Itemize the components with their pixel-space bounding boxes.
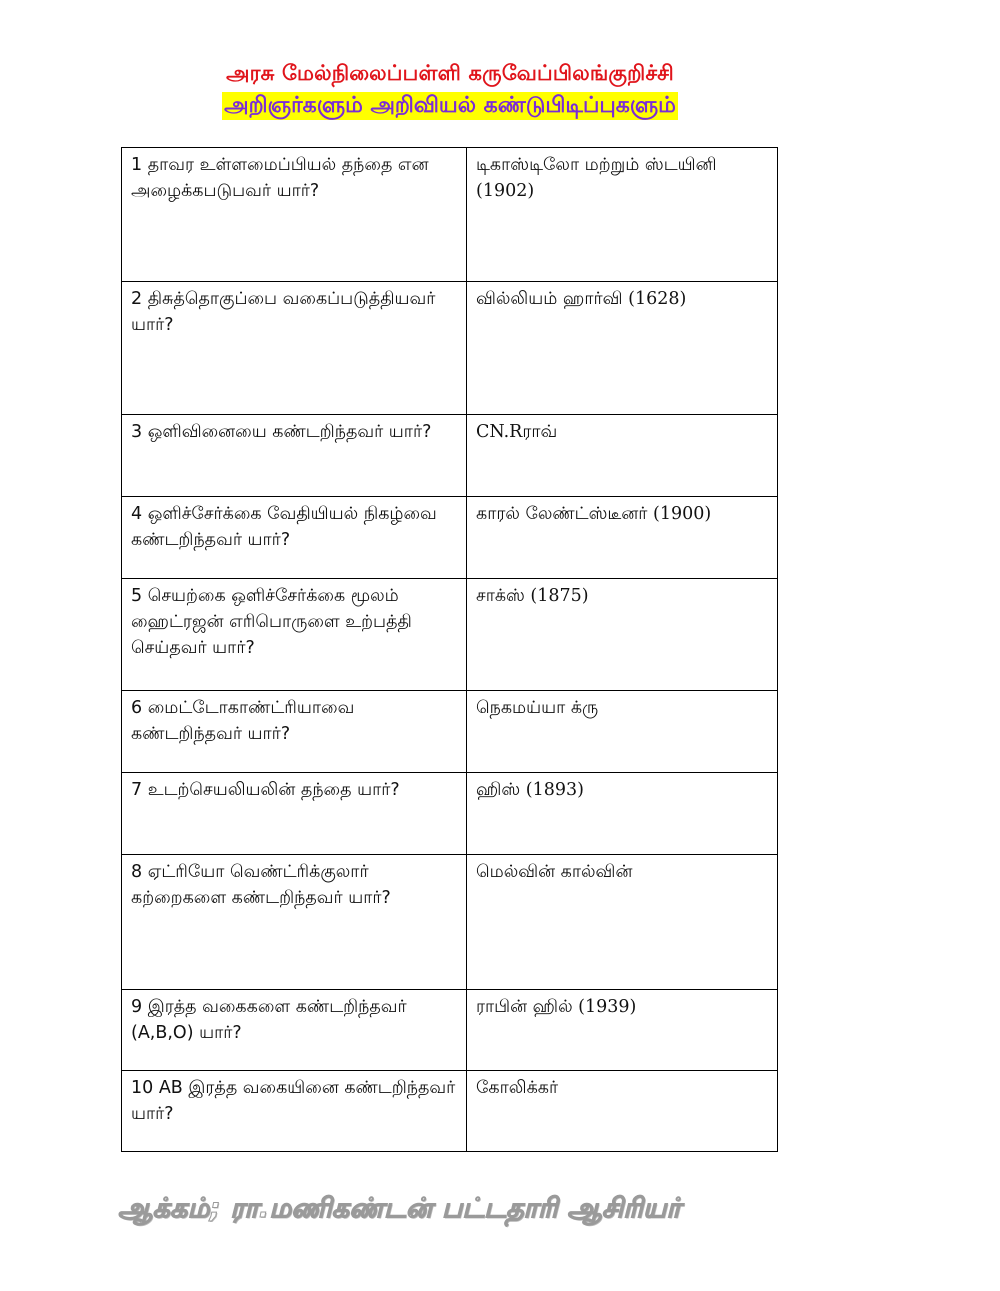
answer-cell[interactable]: மெல்வின் கால்வின் [467,855,778,990]
answer-cell[interactable]: டிகாஸ்டிலோ மற்றும் ஸ்டயினி (1902) [467,148,778,282]
table-row [122,1071,778,1152]
table-row [122,497,778,579]
question-cell: 1 தாவர உள்ளமைப்பியல் தந்தை என அழைக்கபடுபவர் யார்? [122,148,467,282]
question-cell: 6 மைட்டோகாண்ட்ரியாவை கண்டறிந்தவர் யார்? [122,691,467,773]
question-cell: 5 செயற்கை ஒளிச்சேர்க்கை மூலம் ஹைட்ரஜன் எரிபொருளை உற்பத்தி செய்தவர் யார்? [122,579,467,691]
question-cell: 3 ஒளிவினையை கண்டறிந்தவர் யார்? [122,415,467,497]
table-row [122,282,778,415]
table-row [122,990,778,1071]
answer-cell[interactable]: வில்லியம் ஹார்வி (1628) [467,282,778,415]
table-row [122,148,778,282]
table-row [122,579,778,691]
question-answer-table [121,147,778,1152]
answer-cell[interactable]: நெகமய்யா க்ரு [467,691,778,773]
answer-cell[interactable]: கோலிக்கர் [467,1071,778,1152]
table-row [122,855,778,990]
answer-cell[interactable]: சாக்ஸ் (1875) [467,579,778,691]
worksheet-subtitle: அறிஞர்களும் அறிவியல் கண்டுபிடிப்புகளும் [224,93,676,118]
question-cell: 2 திசுத்தொகுப்பை வகைப்படுத்தியவர் யார்? [122,282,467,415]
answer-cell[interactable]: காரல் லேண்ட்ஸ்டீனர் (1900) [467,497,778,579]
school-title: அரசு மேல்நிலைப்பள்ளி கருவேப்பிலங்குறிச்சி [226,61,674,85]
question-cell: 8 ஏட்ரியோ வெண்ட்ரிக்குலார் கற்றைகளை கண்டறிந்தவர் யார்? [122,855,467,990]
answer-cell[interactable]: CN.Rராவ் [467,415,778,497]
table-row [122,691,778,773]
header [0,58,900,120]
table-row [122,773,778,855]
question-cell: 4 ஒளிச்சேர்க்கை வேதியியல் நிகழ்வை கண்டறிந்தவர் யார்? [122,497,467,579]
answer-cell[interactable]: ஹிஸ் (1893) [467,773,778,855]
answer-cell[interactable]: ராபின் ஹில் (1939) [467,990,778,1071]
question-cell: 9 இரத்த வகைகளை கண்டறிந்தவர் (A,B,O) யார்? [122,990,467,1071]
question-cell: 7 உடற்செயலியலின் தந்தை யார்? [122,773,467,855]
author-credit: ஆக்கம்; ரா.மணிகண்டன் பட்டதாரி ஆசிரியர் [118,1193,681,1224]
question-cell: 10 AB இரத்த வகையினை கண்டறிந்தவர் யார்? [122,1071,467,1152]
table-row [122,415,778,497]
